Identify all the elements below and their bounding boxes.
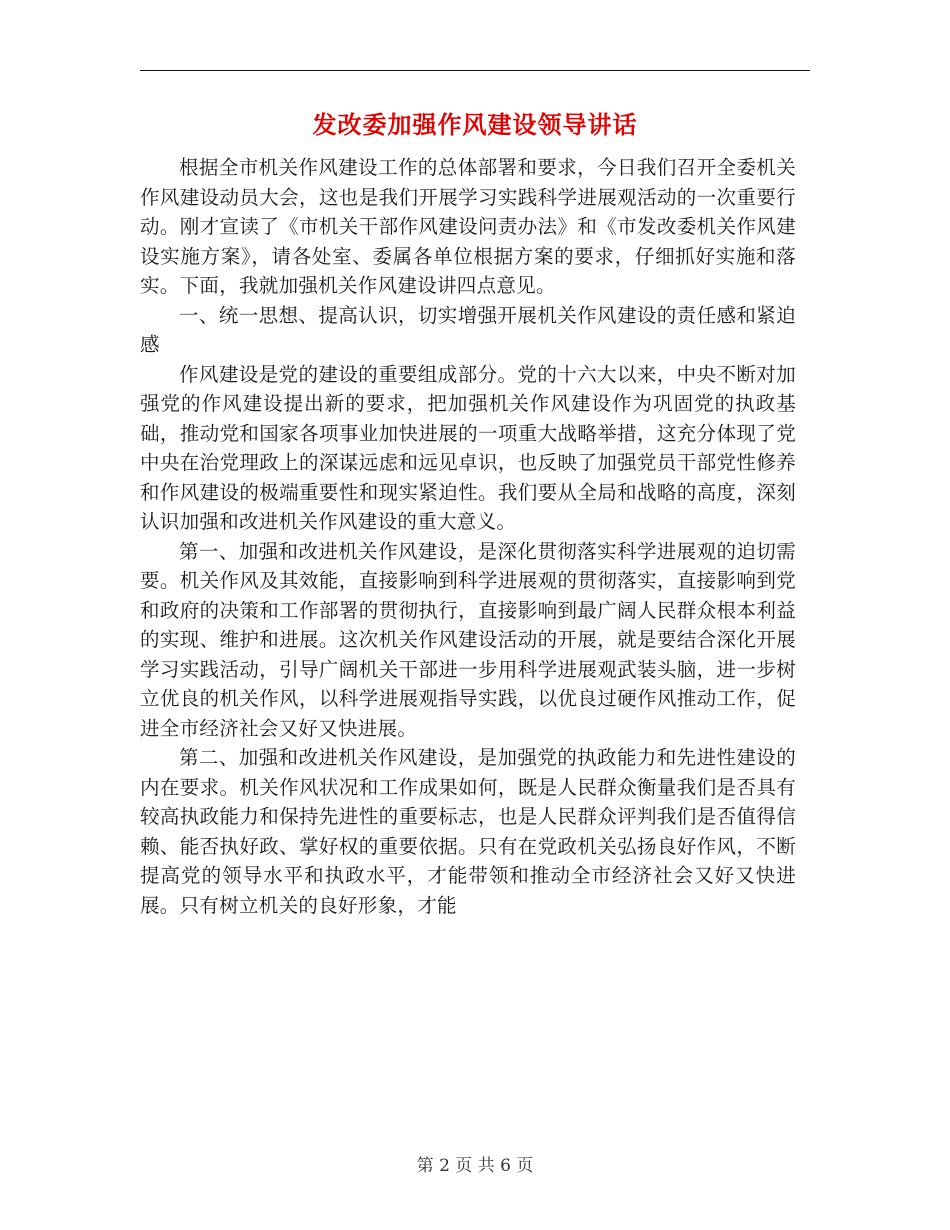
document-body xyxy=(140,153,796,920)
paragraph-point-1: 第一、加强和改进机关作风建设，是深化贯彻落实科学进展观的迫切需要。机关作风及其效能，直接影响到科学进展观的贯彻落实，直接影响到党和政府的决策和工作部署的贯彻执行，直接影响到最广阔人民群众根本利益的实现、维护和进展。这次机关作风建设活动的开展，就是要结合深化开展学习实践活动，引导广阔机关干部进一步用科学进展观武装头脑，进一步树立优良的机关作风，以科学进展观指导实践，以优良过硬作风推动工作，促进全市经济社会又好又快进展。 xyxy=(140,539,796,740)
paragraph-point-2: 第二、加强和改进机关作风建设，是加强党的执政能力和先进性建设的内在要求。机关作风状况和工作成果如何，既是人民群众衡量我们是否具有较高执政能力和保持先进性的重要标志，也是人民群众评判我们是否值得信赖、能否执好政、掌好权的重要依据。只有在党政机关弘扬良好作风，不断提高党的领导水平和执政水平，才能带领和推动全市经济社会又好又快进展。只有树立机关的良好形象，才能 xyxy=(140,746,796,917)
paragraph-style-building: 作风建设是党的建设的重要组成部分。党的十六大以来，中央不断对加强党的作风建设提出新的要求，把加强机关作风建设作为巩固党的执政基础，推动党和国家各项事业加快进展的一项重大战略举措，这充分体现了党中央在治党理政上的深谋远虑和远见卓识，也反映了加强党员干部党性修养和作风建设的极端重要性和现实紧迫性。我们要从全局和战略的高度，深刻认识加强和改进机关作风建设的重大意义。 xyxy=(140,362,796,533)
header-rule xyxy=(140,70,810,71)
page-footer: 第 2 页 共 6 页 xyxy=(416,1156,534,1176)
paragraph-intro: 根据全市机关作风建设工作的总体部署和要求，今日我们召开全委机关作风建设动员大会，这也是我们开展学习实践科学进展观活动的一次重要行动。刚才宣读了《市机关干部作风建设问责办法》和《市发改委机关作风建设实施方案》，请各处室、委属各单位根据方案的要求，仔细抓好实施和落实。下面，我就加强机关作风建设讲四点意见。 xyxy=(140,156,796,297)
document-title: 发改委加强作风建设领导讲话 xyxy=(312,110,638,139)
section-heading-1: 一、统一思想、提高认识，切实增强开展机关作风建设的责任感和紧迫感 xyxy=(140,303,796,356)
